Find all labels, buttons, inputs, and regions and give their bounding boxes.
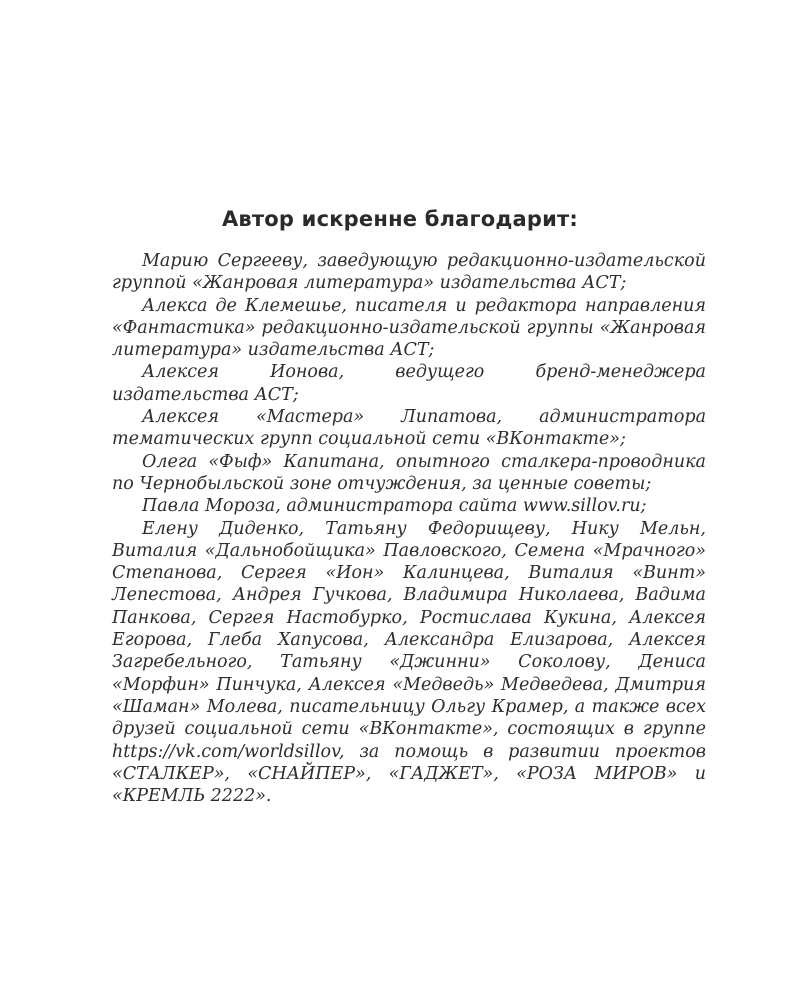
acknowledgements-body: [112, 250, 706, 807]
paragraph-moroz: Павла Мороза, администратора сайта www.sillov.ru;: [142, 496, 647, 517]
paragraph-friends: Елену Диденко, Татьяну Федорищеву, Нику Мельн, Виталия «Дальнобойщика» Павловского, Семена «Мрачного» Степанова, Сергея «Ион» Калинцева, Виталия «Винт» Лепестова, Андрея Гучкова, Владимира Николаева, Вадима Панкова, Сергея Настобурко, Ростислава Кукина, Алексея Егорова, Глеба Хапусова, Александра Елизарова, Алексея Загребельного, Татьяну «Джинни» Соколову, Дениса «Морфин» Пинчука, Алексея «Медведь» Медведева, Дмитрия «Шаман» Молева, писательницу Ольгу Крамер, а также всех друзей социальной сети «ВКонтакте», состоящих в группе https://vk.com/worldsillov, за помощь в развитии проектов «СТАЛКЕР», «СНАЙПЕР», «ГАДЖЕТ», «РОЗА МИРОВ» и «КРЕМЛЬ 2222».: [112, 518, 706, 807]
paragraph-lipatov: Алексея «Мастера» Липатова, администратора тематических групп социальной сети «ВКонтакте»;: [112, 407, 706, 450]
paragraph-klemeshye: Алекса де Клемешье, писателя и редактора направления «Фантастика» редакционно-издательской группы «Жанровая литература» издательства АСТ;: [112, 295, 706, 361]
paragraph-sergeeva: Марию Сергееву, заведующую редакционно-издательской группой «Жанровая литература» издательства АСТ;: [112, 251, 706, 294]
page-title: Автор искренне благодарит:: [221, 207, 578, 231]
paragraph-kapitan: Олега «Фыф» Капитана, опытного сталкера-проводника по Чернобыльской зоне отчуждения, за ценные советы;: [112, 451, 706, 494]
paragraph-ionov: Алексея Ионова, ведущего бренд-менеджера издательства АСТ;: [112, 362, 706, 405]
